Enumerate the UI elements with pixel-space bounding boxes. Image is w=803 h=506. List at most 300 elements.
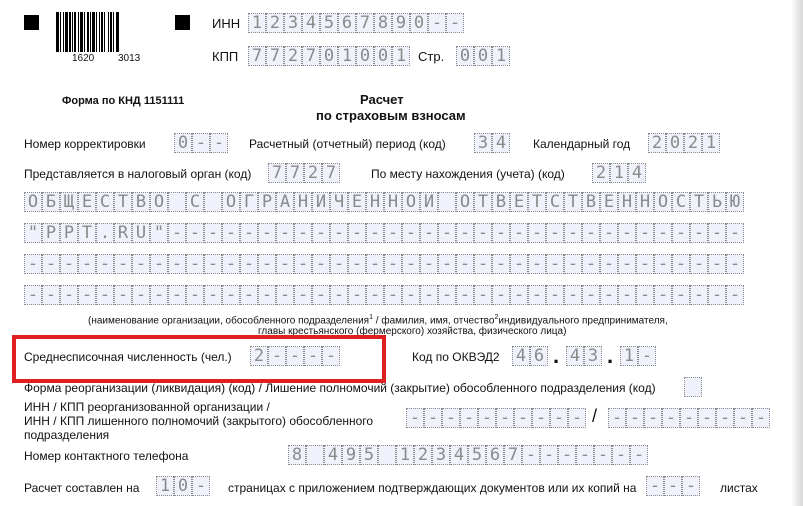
corner-marker-left bbox=[24, 15, 39, 30]
field-cell: - bbox=[424, 408, 442, 428]
field-cell: - bbox=[420, 223, 438, 243]
field-cell: 3 bbox=[432, 445, 450, 465]
field-cell: 6 bbox=[530, 346, 548, 366]
field-cell: - bbox=[594, 445, 612, 465]
field-cell: - bbox=[168, 223, 186, 243]
field-cell: 7 bbox=[248, 46, 266, 66]
field-cell: 1 bbox=[392, 46, 410, 66]
field-cell: Е bbox=[600, 192, 618, 212]
field-cell: 1 bbox=[620, 346, 638, 366]
sheets-field[interactable] bbox=[646, 476, 700, 496]
field-cell: - bbox=[682, 476, 700, 496]
field-cell: - bbox=[564, 223, 582, 243]
field-cell: - bbox=[204, 285, 222, 305]
field-cell: С bbox=[96, 192, 114, 212]
field-cell: 0 bbox=[474, 46, 492, 66]
field-cell: - bbox=[672, 285, 690, 305]
field-cell: - bbox=[438, 223, 456, 243]
field-cell: 3 bbox=[584, 346, 602, 366]
field-cell: - bbox=[564, 254, 582, 274]
field-cell: - bbox=[456, 254, 474, 274]
field-cell: О bbox=[24, 192, 42, 212]
field-cell: - bbox=[664, 476, 682, 496]
field-cell: 3 bbox=[474, 133, 492, 153]
org-caption bbox=[88, 314, 668, 326]
field-cell: - bbox=[78, 285, 96, 305]
field-cell: 6 bbox=[486, 445, 504, 465]
form-subtitle: по страховым взносам bbox=[316, 108, 466, 123]
field-cell: Г bbox=[240, 192, 258, 212]
field-cell: Ю bbox=[726, 192, 744, 212]
field-cell: - bbox=[716, 408, 734, 428]
field-cell: - bbox=[708, 223, 726, 243]
field-cell: - bbox=[60, 285, 78, 305]
field-cell: - bbox=[42, 285, 60, 305]
field-cell: - bbox=[540, 445, 558, 465]
field-cell: - bbox=[210, 133, 228, 153]
field-cell: 4 bbox=[324, 445, 342, 465]
okved-field-part-3[interactable] bbox=[620, 346, 656, 366]
org-caption-sup-2: 2 bbox=[494, 314, 499, 321]
field-cell: - bbox=[636, 285, 654, 305]
field-cell: - bbox=[442, 408, 460, 428]
org-name-row-1[interactable] bbox=[24, 192, 744, 212]
field-cell: - bbox=[708, 254, 726, 274]
org-caption-part-2: / фамилия, имя, отчество bbox=[375, 315, 495, 327]
field-cell: - bbox=[662, 408, 680, 428]
phone-label: Номер контактного телефона bbox=[24, 449, 189, 463]
field-cell: Н bbox=[384, 192, 402, 212]
corner-marker-right bbox=[175, 15, 190, 30]
field-cell: - bbox=[384, 285, 402, 305]
field-cell: Т bbox=[690, 192, 708, 212]
field-cell: - bbox=[420, 285, 438, 305]
field-cell: - bbox=[532, 408, 550, 428]
field-cell: - bbox=[24, 254, 42, 274]
pages-mid-label: страницах с приложением подтверждающих документов или их копий на bbox=[228, 481, 637, 495]
field-cell: 9 bbox=[392, 13, 410, 33]
field-cell: - bbox=[330, 254, 348, 274]
field-cell: - bbox=[690, 254, 708, 274]
field-cell: 0 bbox=[374, 46, 392, 66]
okved-field-part-2[interactable] bbox=[566, 346, 602, 366]
field-cell: С bbox=[546, 192, 564, 212]
field-cell: Е bbox=[510, 192, 528, 212]
reorg-inn-field[interactable] bbox=[406, 408, 586, 428]
field-cell: Т bbox=[528, 192, 546, 212]
field-cell: - bbox=[496, 408, 514, 428]
field-cell: - bbox=[348, 285, 366, 305]
field-cell: - bbox=[312, 254, 330, 274]
field-cell: 2 bbox=[304, 163, 322, 183]
field-cell: - bbox=[600, 254, 618, 274]
okved-field-part-1[interactable] bbox=[512, 346, 548, 366]
okved-dot-2: . bbox=[607, 343, 614, 368]
field-cell: 4 bbox=[512, 346, 530, 366]
field-cell: 4 bbox=[492, 133, 510, 153]
field-cell: - bbox=[510, 223, 528, 243]
field-cell: - bbox=[528, 285, 546, 305]
field-cell: R bbox=[114, 223, 132, 243]
field-cell: - bbox=[618, 254, 636, 274]
field-cell: 1 bbox=[156, 476, 174, 496]
field-cell: - bbox=[478, 408, 496, 428]
field-cell: - bbox=[312, 223, 330, 243]
reorg-kpp-field[interactable] bbox=[608, 408, 770, 428]
field-cell: 1 bbox=[492, 46, 510, 66]
field-cell: - bbox=[474, 223, 492, 243]
field-cell: 7 bbox=[302, 46, 320, 66]
okved-label: Код по ОКВЭД2 bbox=[412, 350, 500, 364]
location-label: По месту нахождения (учета) (код) bbox=[371, 167, 565, 181]
field-cell: - bbox=[384, 254, 402, 274]
field-cell: P bbox=[60, 223, 78, 243]
field-cell: - bbox=[698, 408, 716, 428]
field-cell: - bbox=[222, 223, 240, 243]
field-cell: 2 bbox=[592, 163, 610, 183]
location-field[interactable] bbox=[592, 163, 646, 183]
field-cell: - bbox=[42, 254, 60, 274]
field-cell: 7 bbox=[504, 445, 522, 465]
field-cell: - bbox=[222, 254, 240, 274]
field-cell: - bbox=[582, 285, 600, 305]
field-cell: - bbox=[258, 223, 276, 243]
barcode-number-left: 1620 bbox=[72, 53, 95, 64]
field-cell: - bbox=[276, 223, 294, 243]
field-cell: - bbox=[330, 223, 348, 243]
field-cell: - bbox=[626, 408, 644, 428]
field-cell: О bbox=[402, 192, 420, 212]
field-cell: - bbox=[514, 408, 532, 428]
field-cell: - bbox=[492, 285, 510, 305]
reorg-inn-label-1: ИНН / КПП реорганизованной организации / bbox=[24, 400, 270, 414]
inn-field[interactable] bbox=[248, 13, 464, 33]
org-caption-sup-1: 1 bbox=[369, 314, 373, 321]
field-cell: - bbox=[608, 408, 626, 428]
field-cell: - bbox=[406, 408, 424, 428]
period-label: Расчетный (отчетный) период (код) bbox=[249, 137, 446, 151]
field-cell bbox=[168, 192, 186, 212]
reorg-code-field[interactable] bbox=[684, 377, 702, 397]
field-cell: - bbox=[402, 285, 420, 305]
field-cell: - bbox=[752, 408, 770, 428]
field-cell: 5 bbox=[468, 445, 486, 465]
field-cell: - bbox=[474, 285, 492, 305]
field-cell: 0 bbox=[174, 476, 192, 496]
field-cell: - bbox=[114, 254, 132, 274]
phone-field[interactable] bbox=[288, 445, 648, 465]
field-cell: - bbox=[528, 223, 546, 243]
field-cell: - bbox=[78, 254, 96, 274]
field-cell: - bbox=[672, 254, 690, 274]
field-cell: 1 bbox=[396, 445, 414, 465]
field-cell: Й bbox=[420, 192, 438, 212]
field-cell: Т bbox=[564, 192, 582, 212]
field-cell: - bbox=[576, 445, 594, 465]
field-cell: - bbox=[708, 285, 726, 305]
field-cell: 0 bbox=[666, 133, 684, 153]
year-field[interactable] bbox=[648, 133, 720, 153]
field-cell: - bbox=[680, 408, 698, 428]
field-cell: - bbox=[420, 254, 438, 274]
correction-field[interactable] bbox=[174, 133, 228, 153]
page-number-field[interactable] bbox=[456, 46, 510, 66]
field-cell: - bbox=[204, 254, 222, 274]
field-cell: Ч bbox=[330, 192, 348, 212]
field-cell: - bbox=[96, 285, 114, 305]
field-cell: 0 bbox=[410, 13, 428, 33]
field-cell: 4 bbox=[628, 163, 646, 183]
field-cell: С bbox=[672, 192, 690, 212]
field-cell: А bbox=[276, 192, 294, 212]
field-cell: - bbox=[428, 13, 446, 33]
field-cell: - bbox=[654, 223, 672, 243]
field-cell: - bbox=[612, 445, 630, 465]
field-cell: - bbox=[304, 346, 322, 366]
field-cell: - bbox=[366, 285, 384, 305]
field-cell: 1 bbox=[248, 13, 266, 33]
field-cell: 1 bbox=[702, 133, 720, 153]
org-caption-part-1: (наименование организации, обособленного подразделения bbox=[88, 315, 370, 327]
pages-label: Расчет составлен на bbox=[24, 481, 140, 495]
reorg-inn-label-3: подразделения bbox=[24, 428, 110, 442]
field-cell: 1 bbox=[338, 46, 356, 66]
field-cell: - bbox=[582, 223, 600, 243]
field-cell: - bbox=[402, 254, 420, 274]
field-cell: - bbox=[672, 223, 690, 243]
field-cell: - bbox=[546, 223, 564, 243]
field-cell: Е bbox=[348, 192, 366, 212]
field-cell: Щ bbox=[60, 192, 78, 212]
field-cell: - bbox=[654, 254, 672, 274]
field-cell: - bbox=[276, 254, 294, 274]
field-cell: - bbox=[734, 408, 752, 428]
field-cell: - bbox=[168, 254, 186, 274]
pages-field[interactable] bbox=[156, 476, 210, 496]
field-cell: 2 bbox=[250, 346, 268, 366]
field-cell: - bbox=[168, 285, 186, 305]
field-cell: И bbox=[312, 192, 330, 212]
field-cell: - bbox=[114, 285, 132, 305]
field-cell: 3 bbox=[284, 13, 302, 33]
field-cell: - bbox=[222, 285, 240, 305]
field-cell: - bbox=[600, 285, 618, 305]
field-cell: - bbox=[460, 408, 478, 428]
tax-authority-field[interactable] bbox=[268, 163, 340, 183]
form-title: Расчет bbox=[360, 92, 404, 107]
field-cell: - bbox=[726, 254, 744, 274]
field-cell: 9 bbox=[342, 445, 360, 465]
field-cell: 8 bbox=[374, 13, 392, 33]
barcode-bar bbox=[119, 12, 120, 52]
field-cell: - bbox=[276, 285, 294, 305]
year-label: Календарный год bbox=[533, 137, 631, 151]
field-cell: - bbox=[510, 254, 528, 274]
field-cell: О bbox=[222, 192, 240, 212]
field-cell: - bbox=[550, 408, 568, 428]
field-cell: - bbox=[690, 223, 708, 243]
org-name-row-2[interactable] bbox=[24, 223, 744, 243]
field-cell: " bbox=[24, 223, 42, 243]
field-cell: - bbox=[348, 223, 366, 243]
correction-label: Номер корректировки bbox=[24, 137, 146, 151]
field-cell: - bbox=[204, 223, 222, 243]
field-cell: - bbox=[528, 254, 546, 274]
field-cell: Н bbox=[618, 192, 636, 212]
field-cell: 2 bbox=[414, 445, 432, 465]
field-cell: - bbox=[294, 285, 312, 305]
field-cell: 7 bbox=[286, 163, 304, 183]
org-name-row-4[interactable] bbox=[24, 285, 744, 305]
field-cell: С bbox=[186, 192, 204, 212]
field-cell: - bbox=[60, 254, 78, 274]
org-caption-line-2: главы крестьянского (фермерского) хозяйства, физического лица) bbox=[258, 326, 567, 337]
field-cell: - bbox=[546, 285, 564, 305]
field-cell: - bbox=[438, 254, 456, 274]
field-cell: - bbox=[240, 254, 258, 274]
field-cell: - bbox=[564, 285, 582, 305]
field-cell: О bbox=[150, 192, 168, 212]
inn-label: ИНН bbox=[212, 16, 241, 31]
field-cell: - bbox=[186, 285, 204, 305]
field-cell: 1 bbox=[610, 163, 628, 183]
field-cell: Т bbox=[114, 192, 132, 212]
field-cell: - bbox=[96, 254, 114, 274]
field-cell: - bbox=[268, 346, 286, 366]
field-cell: - bbox=[474, 254, 492, 274]
okved-dot-1: . bbox=[553, 343, 560, 368]
field-cell: T bbox=[78, 223, 96, 243]
tax-authority-label: Представляется в налоговый орган (код) bbox=[24, 167, 252, 181]
field-cell: - bbox=[312, 285, 330, 305]
field-cell: В bbox=[132, 192, 150, 212]
kpp-label: КПП bbox=[212, 49, 239, 64]
field-cell: 7 bbox=[266, 46, 284, 66]
field-cell: - bbox=[186, 254, 204, 274]
field-cell: Б bbox=[42, 192, 60, 212]
field-cell: - bbox=[654, 285, 672, 305]
field-cell: Р bbox=[258, 192, 276, 212]
field-cell: - bbox=[690, 285, 708, 305]
field-cell: - bbox=[24, 285, 42, 305]
field-cell: - bbox=[558, 445, 576, 465]
field-cell: - bbox=[286, 346, 304, 366]
org-name-row-3[interactable] bbox=[24, 254, 744, 274]
field-cell: 0 bbox=[320, 46, 338, 66]
field-cell: P bbox=[42, 223, 60, 243]
field-cell: - bbox=[644, 408, 662, 428]
field-cell: - bbox=[330, 285, 348, 305]
field-cell: - bbox=[186, 223, 204, 243]
field-cell: Т bbox=[474, 192, 492, 212]
field-cell: - bbox=[294, 223, 312, 243]
field-cell: Ь bbox=[708, 192, 726, 212]
field-cell: О bbox=[456, 192, 474, 212]
field-cell bbox=[684, 377, 702, 397]
field-cell: 4 bbox=[302, 13, 320, 33]
field-cell: - bbox=[638, 346, 656, 366]
page-edge-shadow bbox=[791, 0, 803, 506]
field-cell: U bbox=[132, 223, 150, 243]
reorg-slash: / bbox=[592, 406, 598, 426]
field-cell: 2 bbox=[684, 133, 702, 153]
field-cell: - bbox=[582, 254, 600, 274]
field-cell: . bbox=[96, 223, 114, 243]
field-cell: 4 bbox=[450, 445, 468, 465]
field-cell: В bbox=[492, 192, 510, 212]
barcode-number-right: 3013 bbox=[118, 53, 141, 64]
field-cell: 7 bbox=[322, 163, 340, 183]
field-cell: - bbox=[322, 346, 340, 366]
field-cell: - bbox=[150, 254, 168, 274]
field-cell: 7 bbox=[268, 163, 286, 183]
sheets-label: листах bbox=[720, 481, 758, 495]
field-cell bbox=[204, 192, 222, 212]
field-cell: - bbox=[636, 254, 654, 274]
field-cell: Н bbox=[366, 192, 384, 212]
field-cell: - bbox=[240, 223, 258, 243]
field-cell: - bbox=[630, 445, 648, 465]
field-cell: - bbox=[636, 223, 654, 243]
field-cell: - bbox=[438, 285, 456, 305]
field-cell: Н bbox=[636, 192, 654, 212]
field-cell: - bbox=[402, 223, 420, 243]
field-cell: 6 bbox=[338, 13, 356, 33]
reorg-label: Форма реорганизации (ликвидация) (код) / Лишение полномочий (закрытие) обособленного подразделения (код) bbox=[24, 381, 656, 395]
field-cell: - bbox=[618, 223, 636, 243]
field-cell: - bbox=[192, 133, 210, 153]
field-cell: Е bbox=[78, 192, 96, 212]
barcode-icon bbox=[56, 12, 160, 52]
field-cell: 0 bbox=[174, 133, 192, 153]
field-cell: 4 bbox=[566, 346, 584, 366]
field-cell: - bbox=[240, 285, 258, 305]
reorg-inn-label-2: ИНН / КПП лишенного полномочий (закрытого) обособленного bbox=[24, 414, 374, 428]
field-cell: - bbox=[646, 476, 664, 496]
field-cell: 5 bbox=[360, 445, 378, 465]
field-cell: - bbox=[446, 13, 464, 33]
headcount-label: Среднесписочная численность (чел.) bbox=[24, 350, 232, 364]
field-cell: 7 bbox=[356, 13, 374, 33]
form-knd: Форма по КНД 1151111 bbox=[62, 95, 185, 107]
field-cell: " bbox=[150, 223, 168, 243]
org-caption-part-3: индивидуального предпринимателя, bbox=[498, 315, 668, 327]
field-cell: - bbox=[258, 254, 276, 274]
field-cell: - bbox=[294, 254, 312, 274]
kpp-field[interactable] bbox=[248, 46, 410, 66]
field-cell: - bbox=[132, 254, 150, 274]
field-cell: - bbox=[456, 285, 474, 305]
field-cell: 2 bbox=[284, 46, 302, 66]
field-cell: - bbox=[150, 285, 168, 305]
field-cell: - bbox=[726, 223, 744, 243]
field-cell: - bbox=[384, 223, 402, 243]
field-cell: 0 bbox=[356, 46, 374, 66]
period-field[interactable] bbox=[474, 133, 510, 153]
field-cell: В bbox=[582, 192, 600, 212]
headcount-highlight-box bbox=[12, 335, 386, 383]
field-cell: - bbox=[366, 254, 384, 274]
field-cell bbox=[306, 445, 324, 465]
field-cell: 5 bbox=[320, 13, 338, 33]
field-cell: - bbox=[258, 285, 276, 305]
field-cell: - bbox=[348, 254, 366, 274]
field-cell: 8 bbox=[288, 445, 306, 465]
field-cell bbox=[438, 192, 456, 212]
field-cell: - bbox=[600, 223, 618, 243]
field-cell: - bbox=[546, 254, 564, 274]
field-cell: 2 bbox=[266, 13, 284, 33]
